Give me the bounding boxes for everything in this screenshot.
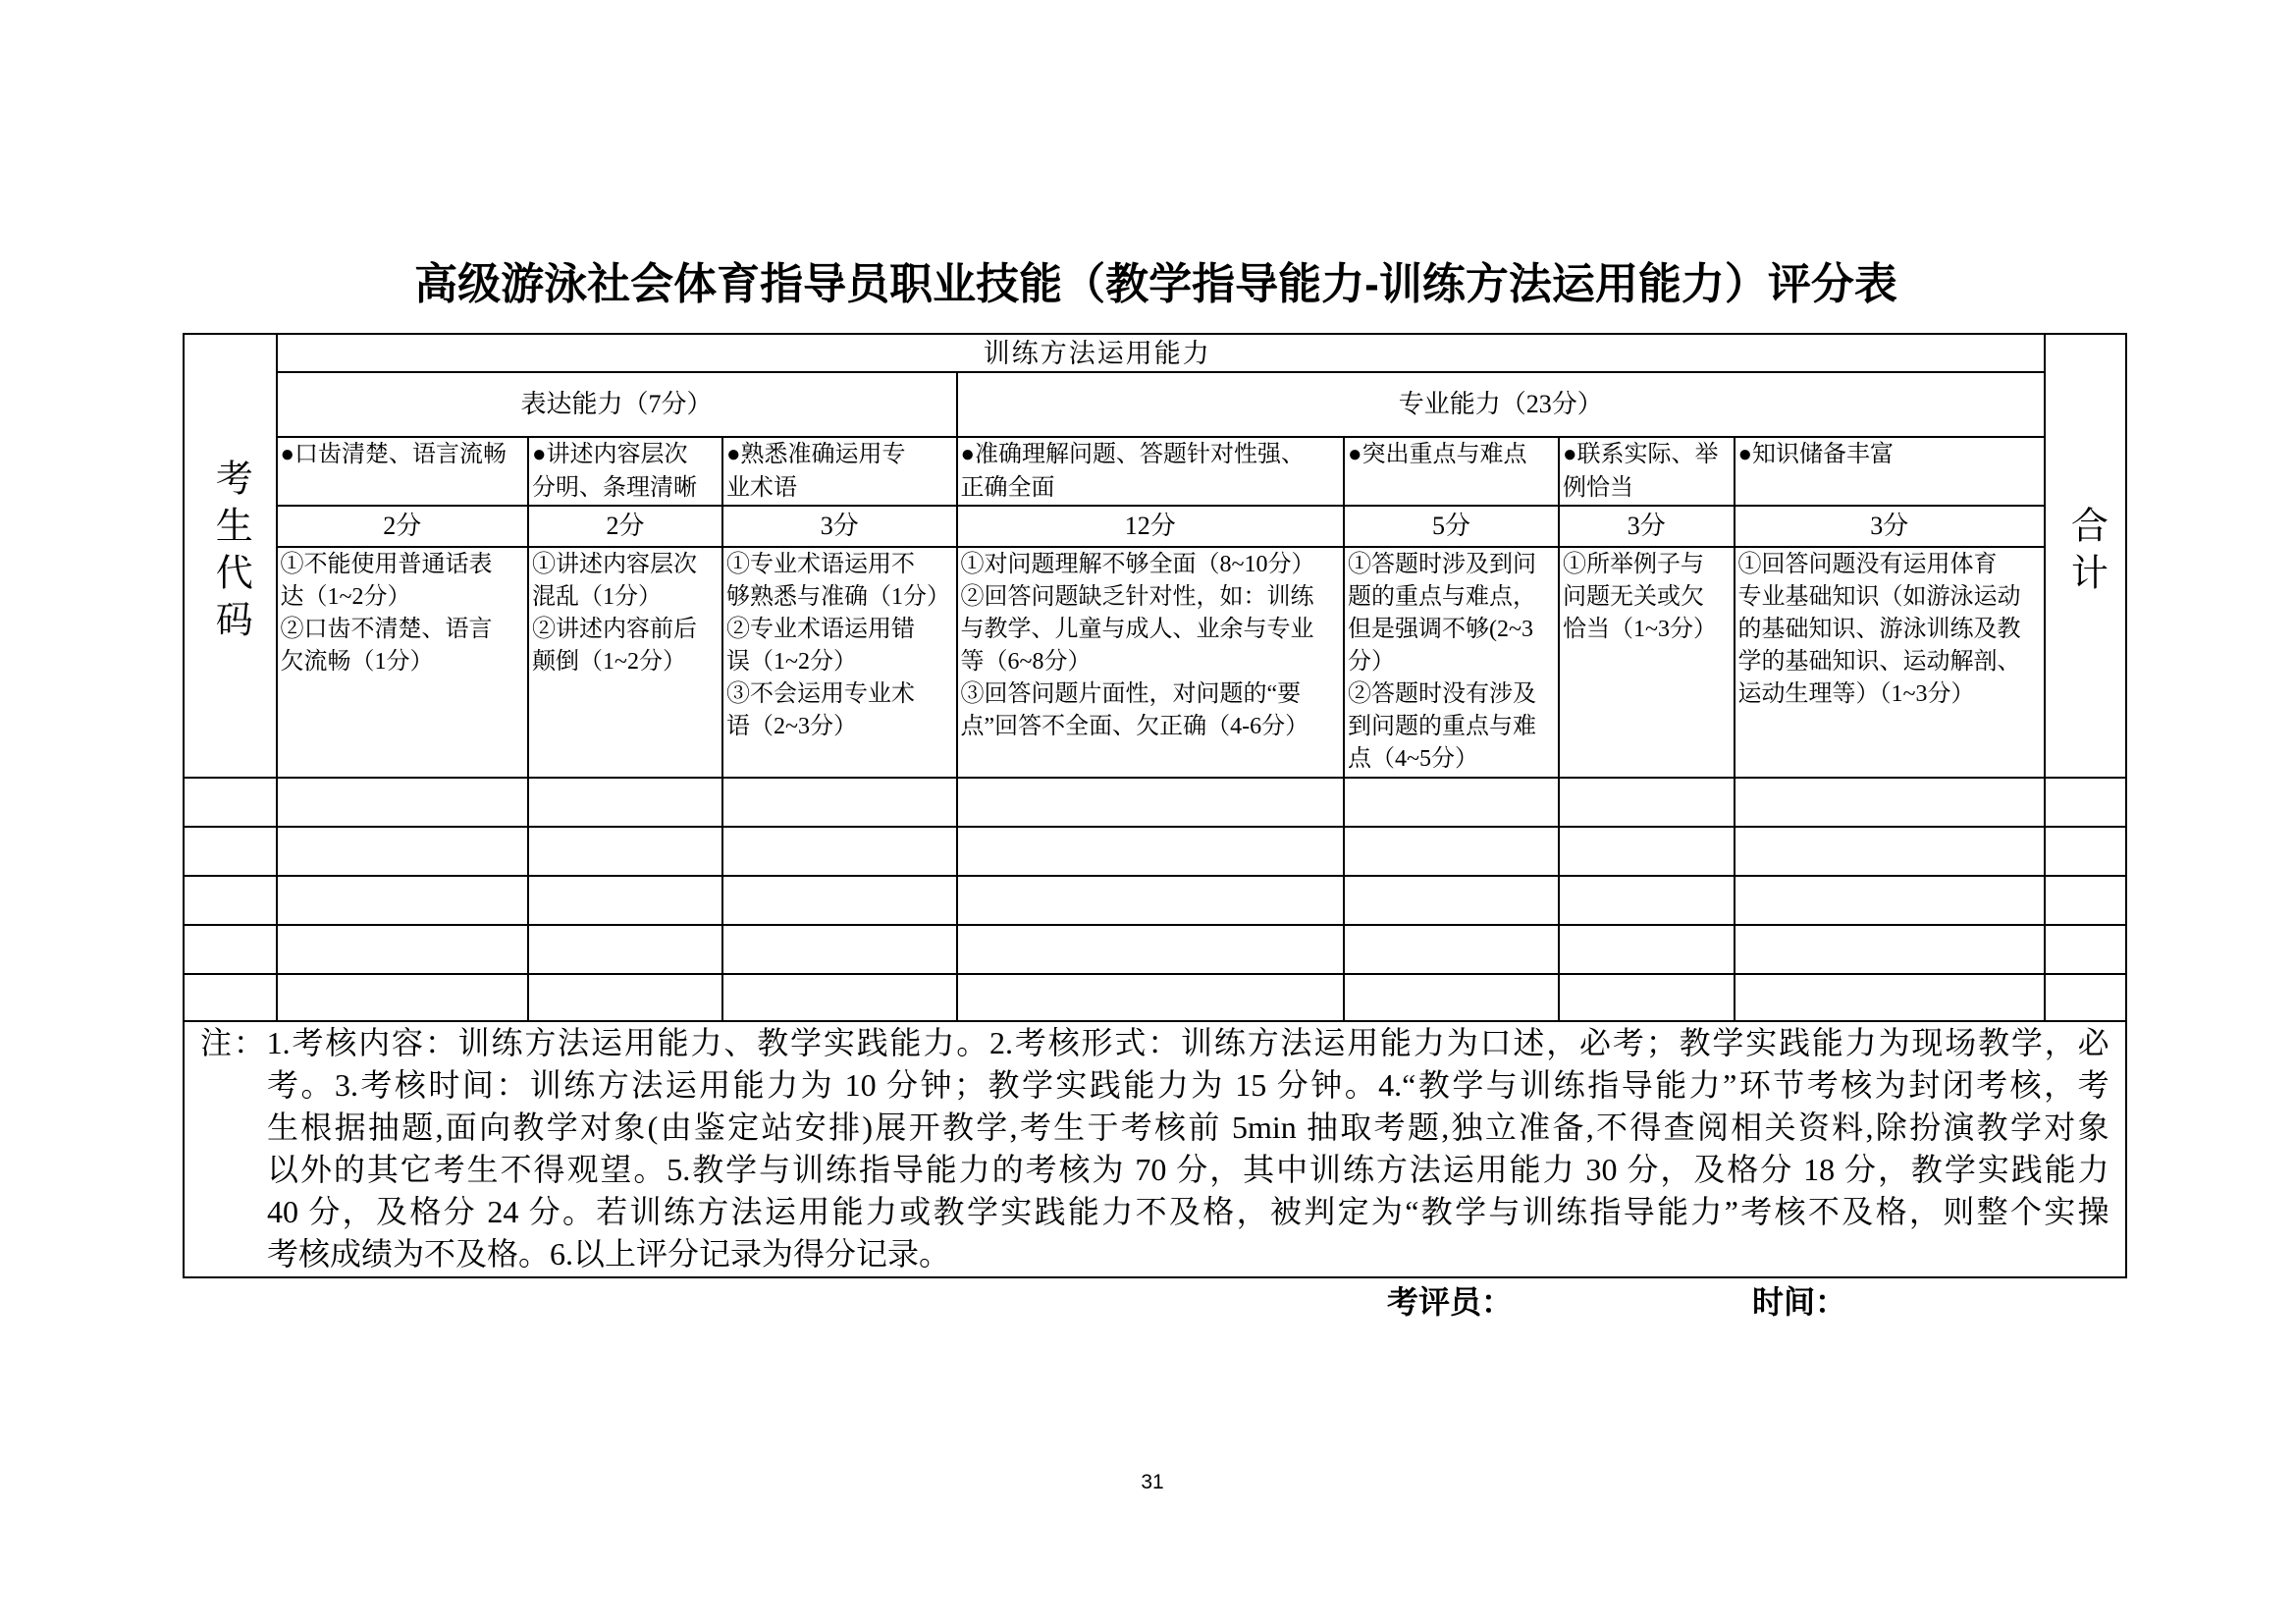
score-entry-cell (722, 778, 957, 827)
criterion-6-label: ●联系实际、举 例恰当 (1559, 437, 1735, 506)
group-expression-ability: 表达能力（7分） (277, 372, 957, 437)
score-entry-cell (957, 827, 1345, 876)
candidate-code-cell (184, 974, 277, 1021)
score-entry-cell (1735, 778, 2046, 827)
score-entry-cell (528, 876, 722, 925)
candidate-code-cell (184, 827, 277, 876)
criterion-4-label: ●准确理解问题、答题针对性强、 正确全面 (957, 437, 1345, 506)
score-entry-cell (1559, 925, 1735, 974)
total-label: 合计 (2064, 505, 2107, 600)
criterion-4-points: 12分 (957, 506, 1345, 547)
score-entry-cell (722, 876, 957, 925)
notes-line: 考。3.考核时间：训练方法运用能力为 10 分钟；教学实践能力为 15 分钟。4.“教学与训练指导能力”环节考核为封闭考核，考 (267, 1067, 2109, 1103)
header-row-groups (184, 372, 2126, 437)
criterion-6-points: 3分 (1559, 506, 1735, 547)
group-professional-ability: 专业能力（23分） (957, 372, 2046, 437)
table-row (184, 778, 2126, 827)
notes-row (184, 1021, 2126, 1277)
notes-line: 生根据抽题,面向教学对象(由鉴定站安排)展开教学,考生于考核前 5min 抽取考题,独立准备,不得查阅相关资料,除扮演教学对象 (267, 1110, 2109, 1145)
criterion-7-deductions: ①回答问题没有运用体育 专业基础知识（如游泳运动 的基础知识、游泳训练及教 学的基础知识、运动解剖、 运动生理等）（1~3分） (1735, 547, 2046, 778)
document-title: 高级游泳社会体育指导员职业技能（教学指导能力-训练方法运用能力）评分表 (414, 260, 1897, 308)
score-entry-cell (528, 974, 722, 1021)
score-entry-cell (1735, 876, 2046, 925)
score-entry-cell (277, 778, 529, 827)
score-entry-cell (277, 876, 529, 925)
notes-line: 以外的其它考生不得观望。5.教学与训练指导能力的考核为 70 分，其中训练方法运用能力 30 分，及格分 18 分，教学实践能力 (267, 1152, 2109, 1187)
score-entry-cell (1559, 876, 1735, 925)
score-entry-cell (722, 925, 957, 974)
criterion-6-deductions: ①所举例子与 问题无关或欠 恰当（1~3分） (1559, 547, 1735, 778)
score-entry-cell (957, 876, 1345, 925)
score-entry-cell (1559, 827, 1735, 876)
candidate-code-label: 考生代码 (209, 458, 251, 647)
score-entry-cell (277, 827, 529, 876)
notes-line: 40 分，及格分 24 分。若训练方法运用能力或教学实践能力不及格，被判定为“教学与训练指导能力”考核不及格，则整个实操 (267, 1194, 2109, 1229)
table-row (184, 974, 2126, 1021)
examiner-signature-label: 考评员： (1387, 1284, 1514, 1320)
candidate-code-cell (184, 925, 277, 974)
score-entry-cell (1735, 974, 2046, 1021)
score-entry-cell (957, 974, 1345, 1021)
criterion-1-label: ●口齿清楚、语言流畅 (277, 437, 529, 506)
score-entry-cell (1735, 827, 2046, 876)
header-row-section (184, 334, 2126, 372)
criterion-2-points: 2分 (528, 506, 722, 547)
criterion-7-label: ●知识储备丰富 (1735, 437, 2046, 506)
header-row-deductions (184, 547, 2126, 778)
total-cell (2045, 974, 2126, 1021)
time-label: 时间： (1752, 1284, 1847, 1320)
table-row (184, 827, 2126, 876)
total-cell (2045, 827, 2126, 876)
criterion-7-points: 3分 (1735, 506, 2046, 547)
total-cell (2045, 778, 2126, 827)
section-title: 训练方法运用能力 (277, 334, 2046, 372)
total-header (2045, 334, 2126, 778)
scoring-table (183, 333, 2127, 1278)
notes-cell (184, 1021, 2126, 1277)
criterion-5-deductions: ①答题时涉及到问 题的重点与难点， 但是强调不够(2~3 分） ②答题时没有涉及 到问题的重点与难 点（4~5分） (1344, 547, 1559, 778)
candidate-code-cell (184, 876, 277, 925)
candidate-code-cell (184, 778, 277, 827)
criterion-3-deductions: ①专业术语运用不 够熟悉与准确（1分） ②专业术语运用错 误（1~2分） ③不会运用专业术 语（2~3分） (722, 547, 957, 778)
score-entry-cell (957, 778, 1345, 827)
page-number: 31 (1141, 1471, 1164, 1493)
score-entry-cell (1559, 974, 1735, 1021)
score-entry-cell (722, 974, 957, 1021)
score-entry-cell (277, 974, 529, 1021)
criterion-2-label: ●讲述内容层次 分明、条理清晰 (528, 437, 722, 506)
score-entry-cell (1344, 876, 1559, 925)
score-entry-cell (1344, 974, 1559, 1021)
criterion-4-deductions: ①对问题理解不够全面（8~10分） ②回答问题缺乏针对性，如：训练 与教学、儿童与成人、业余与专业 等（6~8分） ③回答问题片面性，对问题的“要 点”回答不全面、欠正确（4-6分） (957, 547, 1345, 778)
table-row (184, 925, 2126, 974)
score-entry-cell (957, 925, 1345, 974)
criterion-1-points: 2分 (277, 506, 529, 547)
header-row-points (184, 506, 2126, 547)
criterion-1-deductions: ①不能使用普通话表 达（1~2分） ②口齿不清楚、语言 欠流畅（1分） (277, 547, 529, 778)
criterion-2-deductions: ①讲述内容层次 混乱（1分） ②讲述内容前后 颠倒（1~2分） (528, 547, 722, 778)
score-entry-cell (277, 925, 529, 974)
score-entry-cell (528, 925, 722, 974)
criterion-5-label: ●突出重点与难点 (1344, 437, 1559, 506)
score-entry-cell (1559, 778, 1735, 827)
score-entry-cell (528, 827, 722, 876)
notes-line: 注：1.考核内容：训练方法运用能力、教学实践能力。2.考核形式：训练方法运用能力为口述，必考；教学实践能力为现场教学，必 (200, 1025, 2109, 1060)
criterion-3-points: 3分 (722, 506, 957, 547)
notes-line: 考核成绩为不及格。6.以上评分记录为得分记录。 (267, 1236, 951, 1272)
total-cell (2045, 876, 2126, 925)
header-row-criteria (184, 437, 2126, 506)
table-row (184, 876, 2126, 925)
total-cell (2045, 925, 2126, 974)
score-entry-cell (1735, 925, 2046, 974)
criterion-5-points: 5分 (1344, 506, 1559, 547)
score-entry-cell (528, 778, 722, 827)
criterion-3-label: ●熟悉准确运用专 业术语 (722, 437, 957, 506)
candidate-code-header (184, 334, 277, 778)
score-entry-cell (1344, 778, 1559, 827)
score-entry-cell (1344, 925, 1559, 974)
score-entry-cell (722, 827, 957, 876)
score-entry-cell (1344, 827, 1559, 876)
